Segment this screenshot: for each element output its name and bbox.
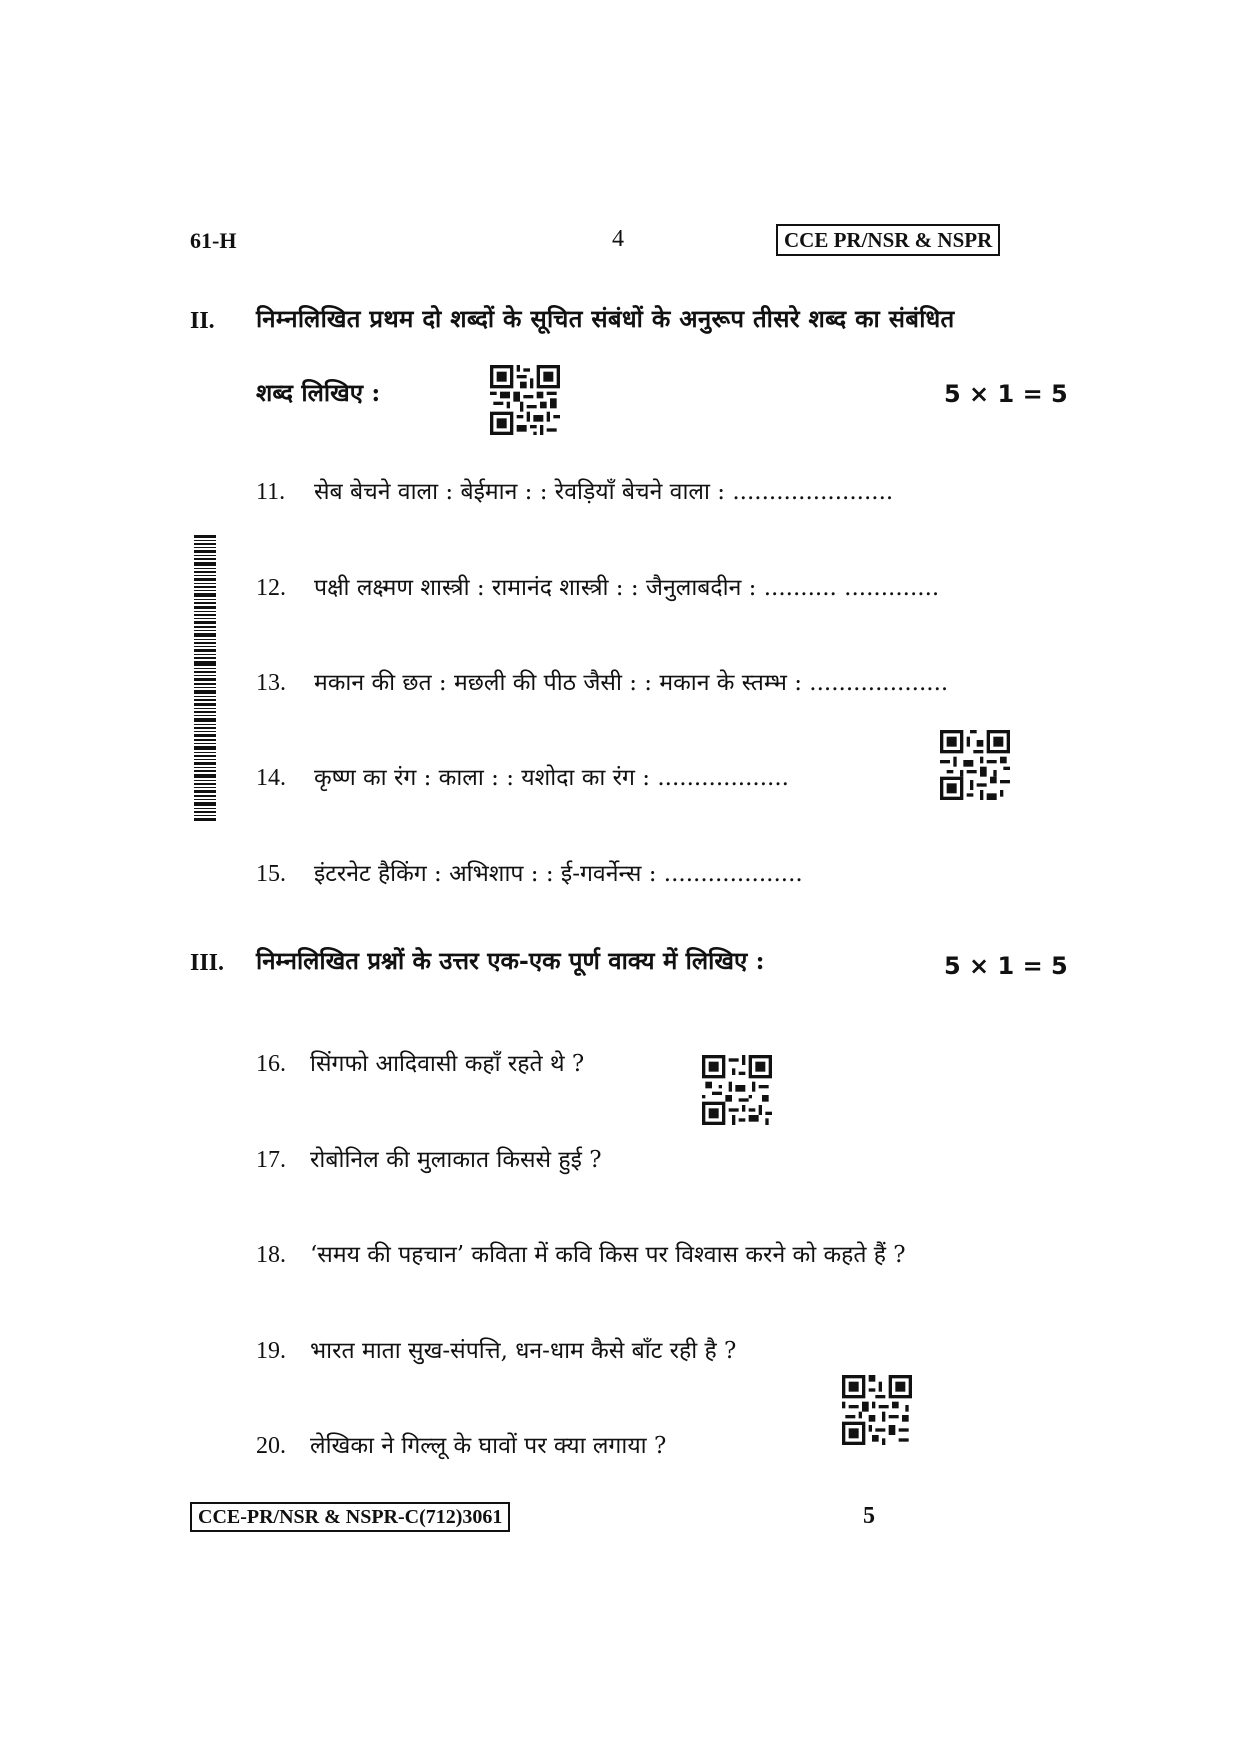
question-text: ‘समय की पहचान’ कविता में कवि किस पर विश्वास करने को कहते हैं ? — [310, 1242, 906, 1268]
question-19 — [256, 1333, 736, 1365]
question-14 — [256, 760, 789, 792]
question-text: भारत माता सुख-संपत्ति, धन-धाम कैसे बाँट रही है ? — [310, 1338, 737, 1364]
qr-code-icon — [842, 1375, 912, 1445]
section-3-number: III. — [190, 950, 225, 976]
question-number: 13. — [256, 670, 286, 696]
question-number: 20. — [256, 1433, 286, 1459]
section-2-instruction-line1: निम्नलिखित प्रथम दो शब्दों के सूचित संबंधों के अनुरूप तीसरे शब्द का संबंधित — [256, 304, 955, 333]
question-12 — [256, 570, 939, 602]
page-number: 4 — [612, 226, 624, 252]
question-17 — [256, 1142, 602, 1174]
exam-code-box: CCE PR/NSR & NSPR — [776, 224, 1000, 256]
question-18 — [256, 1237, 906, 1269]
question-number: 16. — [256, 1051, 286, 1077]
question-13 — [256, 665, 948, 697]
section-2-instruction-line2: शब्द लिखिए : — [256, 378, 381, 407]
qr-code-icon — [702, 1055, 772, 1125]
question-number: 18. — [256, 1242, 286, 1268]
section-2-number: II. — [190, 308, 215, 334]
barcode-icon — [194, 535, 216, 821]
question-number: 14. — [256, 765, 286, 791]
question-number: 19. — [256, 1338, 286, 1364]
section-2-marks: 5 × 1 = 5 — [944, 380, 1068, 408]
section-3-marks: 5 × 1 = 5 — [944, 952, 1068, 980]
qr-code-icon — [940, 730, 1010, 800]
question-number: 12. — [256, 575, 286, 601]
footer-paper-code-box: CCE-PR/NSR & NSPR-C(712)3061 — [190, 1502, 510, 1532]
footer-page-number: 5 — [863, 1503, 875, 1529]
question-11 — [256, 474, 893, 506]
qr-code-icon — [490, 365, 560, 435]
question-number: 15. — [256, 861, 286, 887]
question-text: कृष्ण का रंग : काला : : यशोदा का रंग : .................. — [314, 765, 789, 791]
paper-code: 61-H — [190, 228, 237, 253]
question-number: 17. — [256, 1147, 286, 1173]
question-20 — [256, 1428, 666, 1460]
question-15 — [256, 856, 803, 888]
question-text: लेखिका ने गिल्लू के घावों पर क्या लगाया ? — [310, 1433, 667, 1459]
question-text: पक्षी लक्ष्मण शास्त्री : रामानंद शास्त्री : : जैनुलाबदीन : .......... ............. — [314, 575, 940, 601]
question-text: इंटरनेट हैकिंग : अभिशाप : : ई-गवर्नेन्स : ................... — [314, 861, 803, 887]
question-number: 11. — [256, 479, 286, 505]
question-text: सेब बेचने वाला : बेईमान : : रेवड़ियाँ बेचने वाला : ...................... — [314, 479, 894, 505]
section-3-instruction: निम्नलिखित प्रश्नों के उत्तर एक-एक पूर्ण वाक्य में लिखिए : — [256, 946, 765, 975]
question-16 — [256, 1046, 584, 1078]
question-text: सिंगफो आदिवासी कहाँ रहते थे ? — [310, 1051, 585, 1077]
question-text: मकान की छत : मछली की पीठ जैसी : : मकान के स्तम्भ : ................... — [314, 670, 949, 696]
question-text: रोबोनिल की मुलाकात किससे हुई ? — [310, 1147, 602, 1173]
